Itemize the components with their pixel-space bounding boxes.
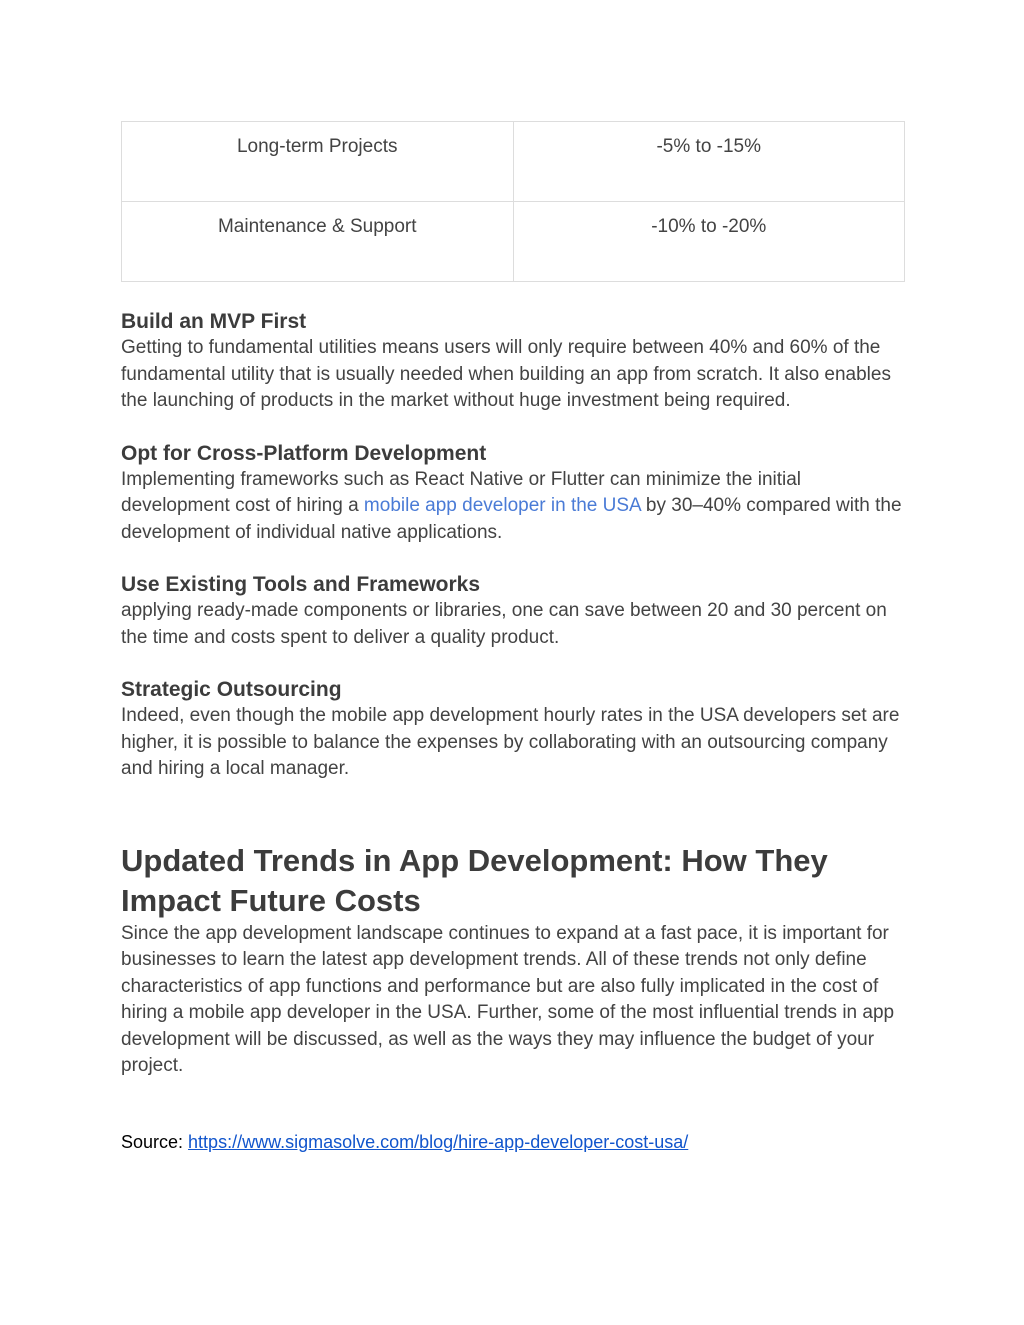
trends-heading: Updated Trends in App Development: How They Impact Future Costs <box>121 842 828 918</box>
section-heading: Build an MVP First <box>121 310 307 333</box>
table-row <box>122 122 905 202</box>
section-body <box>121 467 905 547</box>
section-strategic-outsourcing <box>121 676 905 783</box>
section-body-text: by 30–40% compared with the development of individual native applications. <box>121 495 902 543</box>
table-row <box>122 202 905 282</box>
cost-reduction-table <box>121 121 905 282</box>
trends-body: Since the app development landscape continues to expand at a fast pace, it is important for businesses to learn the latest app development trends. All of these trends not only define characteristics of app functions and performance but are also fully implicated in the cost of hiring a mobile app developer in the USA. Further, some of the most influential trends in app development will be discussed, as well as the ways they may influence the budget of your project. <box>121 922 895 1076</box>
section-body: Getting to fundamental utilities means users will only require between 40% and 60% of the fundamental utility that is usually needed when building an app from scratch. It also enables the launching of products in the market without huge investment being required. <box>121 337 891 411</box>
section-body: applying ready-made components or libraries, one can save between 20 and 30 percent on the time and costs spent to deliver a quality product. <box>121 600 887 648</box>
section-heading: Opt for Cross-Platform Development <box>121 441 487 465</box>
table-cell-label: Maintenance & Support <box>122 202 514 282</box>
table-cell-value: -5% to -15% <box>513 122 905 202</box>
source-link[interactable]: https://www.sigmasolve.com/blog/hire-app-developer-cost-usa/ <box>188 1131 689 1152</box>
source-line <box>121 1130 905 1154</box>
section-cross-platform <box>121 440 905 547</box>
section-body: Indeed, even though the mobile app development hourly rates in the USA developers set are higher, it is possible to balance the expenses by collaborating with an outsourcing company and hiring a local manager. <box>121 705 900 779</box>
section-heading: Strategic Outsourcing <box>121 678 342 701</box>
section-heading: Use Existing Tools and Frameworks <box>121 573 481 596</box>
section-body-text: Implementing frameworks such as React Native or Flutter can minimize the initial development cost of hiring a <box>121 468 802 516</box>
table-cell-value: -10% to -20% <box>513 202 905 282</box>
section-updated-trends <box>121 841 905 1080</box>
document-page <box>121 121 905 1154</box>
source-label: Source: <box>121 1131 189 1152</box>
section-build-mvp <box>121 308 905 415</box>
table-cell-label: Long-term Projects <box>122 122 514 202</box>
section-existing-tools <box>121 571 905 651</box>
mobile-app-developer-link[interactable]: mobile app developer in the USA <box>363 495 641 516</box>
